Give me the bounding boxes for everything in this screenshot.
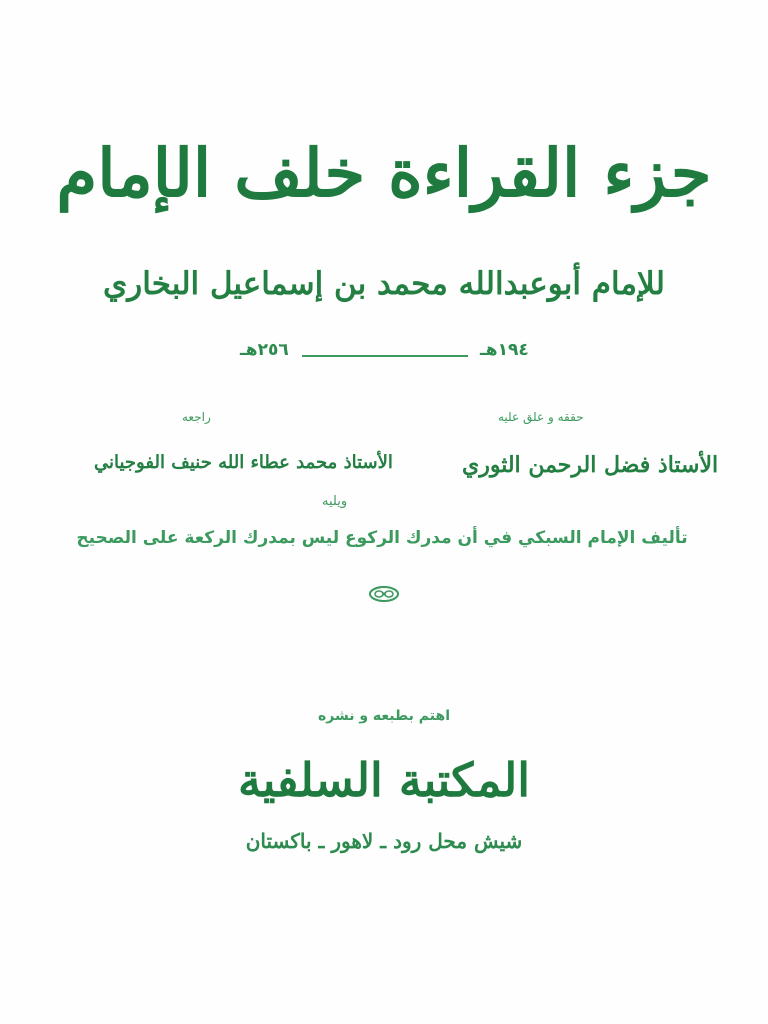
author-line: للإمام أبوعبدالله محمد بن إسماعيل البخاري [103, 266, 665, 302]
floral-ornament-icon [368, 584, 400, 604]
editor-name: الأستاذ فضل الرحمن الثوري [462, 452, 719, 478]
reviewer-label: راجعه [182, 410, 211, 424]
birth-year: ١٩٤هـ [480, 340, 529, 360]
publish-note: اهتم بطبعه و نشره [317, 708, 450, 724]
publisher-address: شيش محل رود ـ لاهور ـ باكستان [245, 829, 523, 853]
death-year: ٢٥٦هـ [240, 340, 289, 360]
appendix-title: تأليف الإمام السبكي في أن مدرك الركوع ليس بمدرك الركعة على الصحيح [76, 528, 688, 548]
date-separator-line [302, 355, 468, 357]
reviewer-name: الأستاذ محمد عطاء الله حنيف الفوجياني [94, 452, 393, 473]
appendix-label: ويليه [322, 494, 348, 509]
lifespan-dates [240, 338, 540, 368]
book-title: جزء القراءة خلف الإمام [56, 134, 712, 212]
publisher-name: المكتبة السلفية [237, 753, 531, 807]
editor-label: حققه و علق عليه [498, 410, 584, 424]
